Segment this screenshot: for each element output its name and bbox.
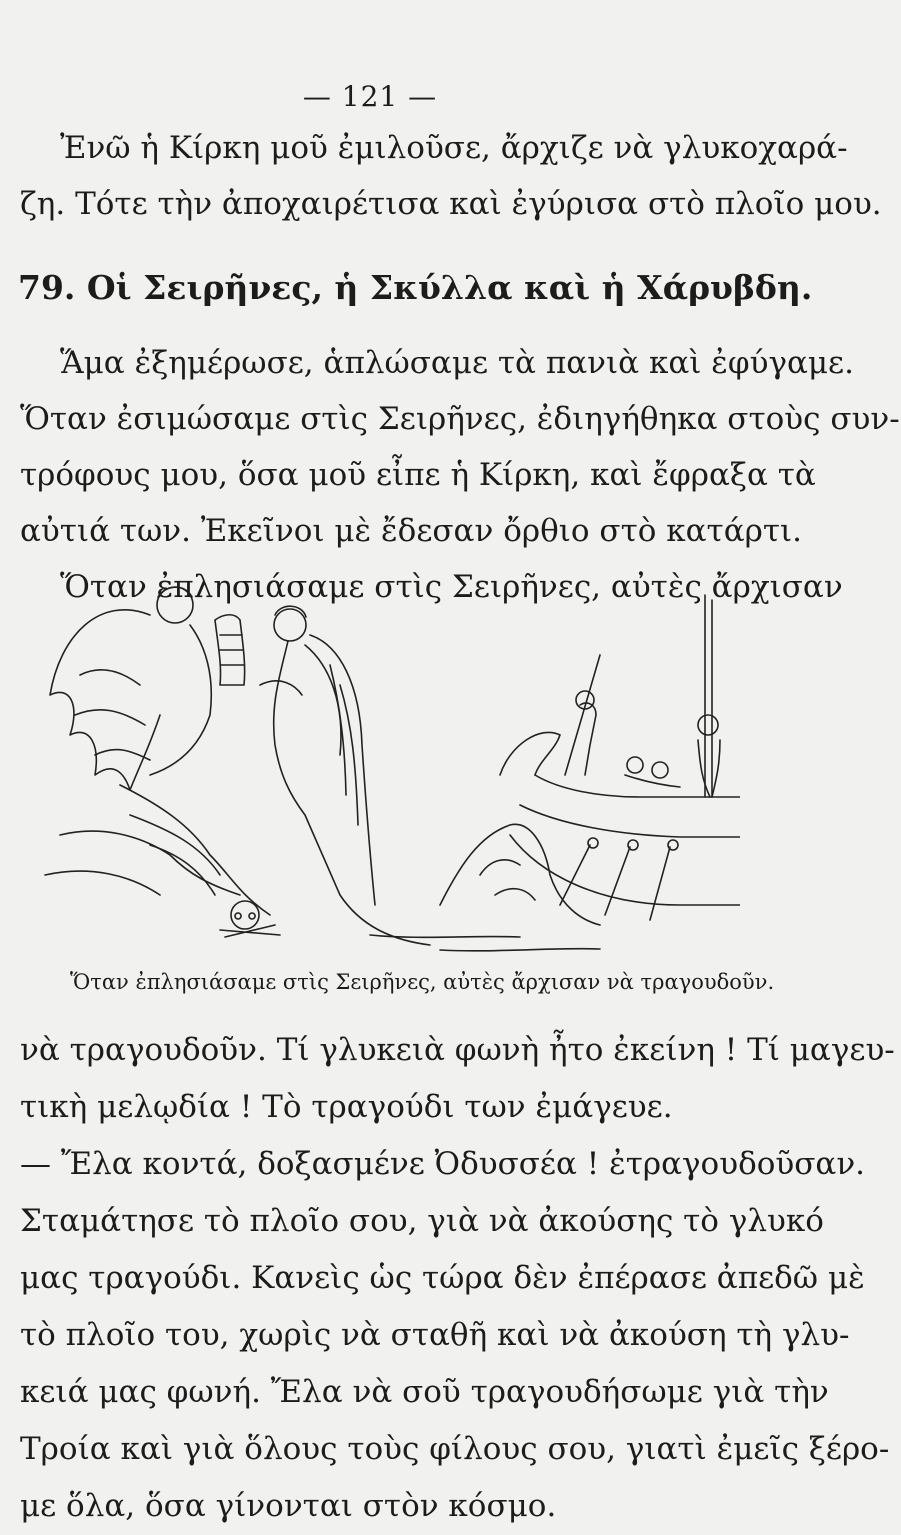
sirens-illustration [40, 575, 740, 960]
text-line: Τροία καὶ γιὰ ὅλους τοὺς φίλους σου, γιατὶ ἐμεῖς ξέρο- [20, 1431, 890, 1467]
text-line: αὐτιά των. Ἐκεῖνοι μὲ ἔδεσαν ὄρθιο στὸ κατάρτι. [20, 513, 803, 549]
text-line: τρόφους μου, ὅσα μοῦ εἶπε ἡ Κίρκη, καὶ ἔφραξα τὰ [20, 457, 816, 493]
text-line: με ὅλα, ὅσα γίνονται στὸν κόσμο. [20, 1488, 557, 1524]
text-line: τικὴ μελῳδία ! Τὸ τραγούδι των ἐμάγευε. [20, 1089, 673, 1125]
paragraph-1 [20, 335, 900, 615]
text-line: Ὅταν ἐπλησιάσαμε στὶς Σειρῆνες, αὐτὲς ἄρχισαν [60, 569, 843, 605]
text-line: Ἅμα ἐξημέρωσε, ἁπλώσαμε τὰ πανιὰ καὶ ἐφύγαμε. [60, 345, 854, 381]
section-heading: 79. Οἱ Σειρῆνες, ἡ Σκύλλα καὶ ἡ Χάρυβδη. [18, 268, 813, 307]
text-line: μας τραγούδι. Κανεὶς ὡς τώρα δὲν ἐπέρασε ἀπεδῶ μὲ [20, 1260, 865, 1296]
text-line: Ἐνῶ ἡ Κίρκη μοῦ ἐμιλοῦσε, ἄρχιζε νὰ γλυκοχαρά- [60, 130, 848, 166]
figure-caption: Ὅταν ἐπλησιάσαμε στὶς Σειρῆνες, αὐτὲς ἄρχισαν νὰ τραγουδοῦν. [70, 970, 775, 994]
text-line: Σταμάτησε τὸ πλοῖο σου, γιὰ νὰ ἀκούσης τὸ γλυκό [20, 1203, 824, 1239]
page-number: — 121 — [302, 80, 438, 113]
intro-paragraph [20, 120, 882, 232]
text-line: τὸ πλοῖο του, χωρὶς νὰ σταθῆ καὶ νὰ ἀκούση τὴ γλυ- [20, 1317, 850, 1353]
text-line: νὰ τραγουδοῦν. Τί γλυκειὰ φωνὴ ἦτο ἐκείνη ! Τί μαγευ- [20, 1032, 895, 1068]
text-line: — Ἔλα κοντά, δοξασμένε Ὀδυσσέα ! ἐτραγουδοῦσαν. [20, 1146, 866, 1182]
text-line: ζη. Τότε τὴν ἀποχαιρέτισα καὶ ἐγύρισα στὸ πλοῖο μου. [20, 186, 882, 222]
paragraph-2 [20, 1022, 895, 1535]
text-line: Ὅταν ἐσιμώσαμε στὶς Σειρῆνες, ἐδιηγήθηκα στοὺς συν- [20, 401, 900, 437]
text-line: κειά μας φωνή. Ἔλα νὰ σοῦ τραγουδήσωμε γιὰ τὴν [20, 1374, 829, 1410]
